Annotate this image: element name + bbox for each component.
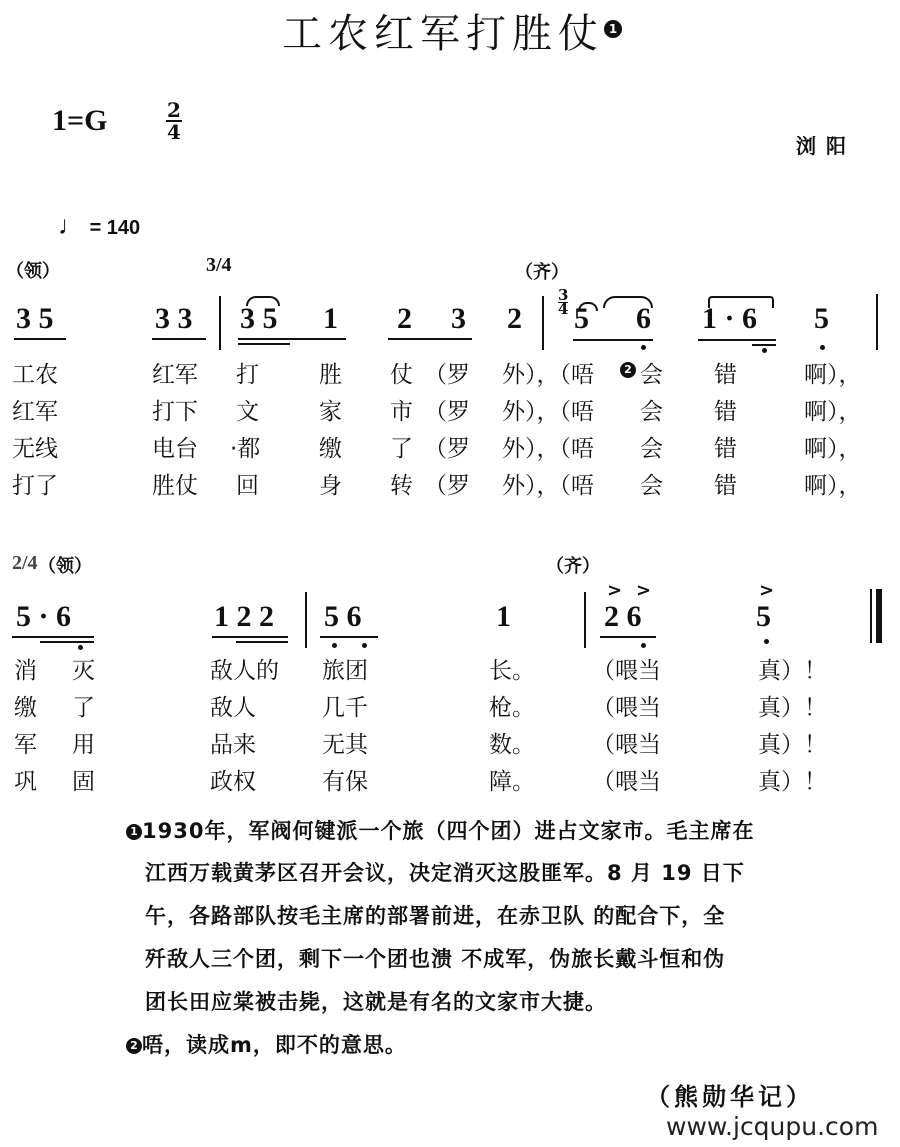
note-1-s2: 1 xyxy=(496,600,511,633)
lyric: 啊）， xyxy=(804,362,862,388)
lyric: 啊）， xyxy=(804,399,862,425)
lyric: 固 xyxy=(72,769,95,795)
footnote-2 xyxy=(126,1029,407,1059)
meter-change-3-4-small xyxy=(558,286,569,318)
note-group-2-6: 2 6 xyxy=(604,600,642,633)
lyric: 电台 xyxy=(152,436,198,462)
key-signature: 1=G xyxy=(52,104,108,137)
footnote-line: 1930年，军阀何键派一个旅（四个团）进占文家市。毛主席在 xyxy=(142,819,755,843)
transcriber-credit: （熊勋华记） xyxy=(646,1083,814,1111)
meter-den: 4 xyxy=(558,300,569,318)
note-5-low: 5 xyxy=(814,302,829,335)
lyric: 无其 xyxy=(322,732,368,758)
lyric: 了 xyxy=(72,695,95,721)
song-title xyxy=(282,2,622,59)
barline xyxy=(305,592,307,648)
lyric: 回 xyxy=(236,473,259,499)
footnote-2-marker-icon: 2 xyxy=(126,1038,142,1054)
lyric: 灭 xyxy=(72,658,95,684)
lyric: 胜 xyxy=(319,362,342,388)
lyric: 胜仗 xyxy=(152,473,198,499)
note-group-5-6-low: 5 6 xyxy=(324,600,362,633)
lyric: 有保 xyxy=(322,769,368,795)
meter-change-3-4: 3/4 xyxy=(206,254,232,276)
final-barline-thick xyxy=(876,589,882,643)
note-2: 2 xyxy=(397,302,412,335)
lyric: 红军 xyxy=(152,362,198,388)
lyric: 外），（唔 xyxy=(502,473,594,499)
watermark: www.jcqupu.com xyxy=(666,1112,879,1141)
lyric: 工农 xyxy=(12,362,58,388)
lyric: 枪。 xyxy=(489,695,535,721)
lyric: 敌人 xyxy=(210,695,256,721)
lyric: 打下 xyxy=(152,399,198,425)
note-group-5-dot-6: 5 · 6 xyxy=(16,600,72,633)
lyric-row-3 xyxy=(14,726,894,756)
lyric: （罗 xyxy=(424,362,470,388)
lyric: 家 xyxy=(319,399,342,425)
lyric-row-3 xyxy=(12,430,892,460)
lyric: 文 xyxy=(236,399,259,425)
chorus-label-2: （齐） xyxy=(546,556,600,577)
lyric: 会 xyxy=(640,473,663,499)
lyric: （喂当 xyxy=(592,769,661,795)
lyric: 市 xyxy=(390,399,413,425)
lyric: 错 xyxy=(714,473,737,499)
tempo-value: = 140 xyxy=(89,217,141,239)
lyric: 转 xyxy=(390,473,413,499)
lyric: 啊）， xyxy=(804,473,862,499)
lyric: 无线 xyxy=(12,436,58,462)
lyric: （喂当 xyxy=(592,658,661,684)
lyric: （罗 xyxy=(424,436,470,462)
lyric: 外），（唔 xyxy=(502,362,594,388)
lyric-row-2 xyxy=(12,393,892,423)
lyric: 军 xyxy=(14,732,37,758)
author: 浏阳 xyxy=(796,134,856,158)
note-2b: 2 xyxy=(507,302,522,335)
lyric: 长。 xyxy=(489,658,535,684)
lyric: 品来 xyxy=(210,732,256,758)
accent-icon: > xyxy=(759,580,775,601)
lyric: 真）！ xyxy=(758,695,827,721)
note-group-3-5b: 3 5 xyxy=(240,302,278,335)
accent-icon: > xyxy=(607,580,623,601)
lyric: 外），（唔 xyxy=(502,436,594,462)
tempo-marking xyxy=(58,210,140,241)
lyric-row-1 xyxy=(14,652,894,682)
footnote-1-line-4: 歼敌人三个团，剩下一个团也溃 不成军，伪旅长戴斗恒和伪 xyxy=(145,947,726,971)
note-6-low: 6 xyxy=(636,302,651,335)
lyric: （罗 xyxy=(424,399,470,425)
title-text: 工农红军打胜仗 xyxy=(282,11,604,57)
lead-label-2: （领） xyxy=(38,556,92,577)
footnote-1-line-2: 江西万载黄茅区召开会议，决定消灭这股匪军。8 月 19 日下 xyxy=(145,861,745,885)
lyric: （喂当 xyxy=(592,732,661,758)
time-signature xyxy=(166,100,182,142)
lyric: （罗 xyxy=(424,473,470,499)
barline xyxy=(542,296,544,350)
note-group-1-dot-6: 1 · 6 xyxy=(702,302,758,335)
note-group-1-2-2: 1 2 2 xyxy=(214,600,274,633)
footnote-1 xyxy=(126,815,754,845)
lyric: 仗 xyxy=(390,362,413,388)
barline xyxy=(219,296,221,350)
lyric: 旅团 xyxy=(322,658,368,684)
barline xyxy=(584,592,586,648)
note-5: 5 xyxy=(574,302,589,335)
lyric: ·都 xyxy=(230,436,261,462)
lead-label: （领） xyxy=(6,261,60,282)
lyric: 会 xyxy=(640,436,663,462)
footnote-1-line-3: 午，各路部队按毛主席的部署前进，在赤卫队 的配合下，全 xyxy=(145,904,726,928)
note-1: 1 xyxy=(323,302,338,335)
final-barline xyxy=(870,589,872,643)
barline xyxy=(876,294,878,350)
footnote-line: 唔，读成m，即不的意思。 xyxy=(142,1033,407,1057)
lyric: 错 xyxy=(714,399,737,425)
lyric: 错 xyxy=(714,362,737,388)
lyric-row-1 xyxy=(12,356,892,386)
lyric: （喂当 xyxy=(592,695,661,721)
footnote-1-line-5: 团长田应棠被击毙，这就是有名的文家市大捷。 xyxy=(145,990,607,1014)
lyric: 几千 xyxy=(322,695,368,721)
footnote-marker-1-icon[interactable]: 1 xyxy=(604,20,622,38)
lyric-row-4 xyxy=(14,763,894,793)
note-group-3-5: 3 5 xyxy=(16,302,54,335)
lyric: 缴 xyxy=(319,436,342,462)
chorus-label: （齐） xyxy=(515,262,569,283)
lyric: 真）！ xyxy=(758,732,827,758)
lyric: 真）！ xyxy=(758,769,827,795)
lyric: 数。 xyxy=(489,732,535,758)
lyric: 打了 xyxy=(12,473,58,499)
lyric: 消 xyxy=(14,658,37,684)
lyric: 用 xyxy=(72,732,95,758)
lyric: 敌人的 xyxy=(210,658,279,684)
note-group-3-3: 3 3 xyxy=(155,302,193,335)
lyric: 外），（唔 xyxy=(502,399,594,425)
lyric: 身 xyxy=(319,473,342,499)
footnote-1-marker-icon: 1 xyxy=(126,824,142,840)
lyric: 红军 xyxy=(12,399,58,425)
lyric: 了 xyxy=(390,436,413,462)
quarter-note-icon: ♩ xyxy=(58,210,84,240)
lyric: 打 xyxy=(236,362,259,388)
lyric: 缴 xyxy=(14,695,37,721)
lyric: 政权 xyxy=(210,769,256,795)
lyric: 会 xyxy=(640,362,663,388)
lyric-row-4 xyxy=(12,467,892,497)
lyric: 巩 xyxy=(14,769,37,795)
meter-change-2-4: 2/4 xyxy=(12,552,38,574)
lyric-row-2 xyxy=(14,689,894,719)
lyric: 啊）， xyxy=(804,436,862,462)
lyric: 障。 xyxy=(489,769,535,795)
time-sig-numerator: 2 xyxy=(167,98,181,122)
time-sig-denominator: 4 xyxy=(167,120,181,144)
meter-num: 3 xyxy=(558,286,569,304)
note-3: 3 xyxy=(451,302,466,335)
footnote-marker-2-icon[interactable]: 2 xyxy=(620,362,636,378)
note-5-s2: 5 xyxy=(756,600,771,633)
lyric: 会 xyxy=(640,399,663,425)
lyric: 错 xyxy=(714,436,737,462)
accent-icon: > xyxy=(636,580,652,601)
lyric: 真）！ xyxy=(758,658,827,684)
